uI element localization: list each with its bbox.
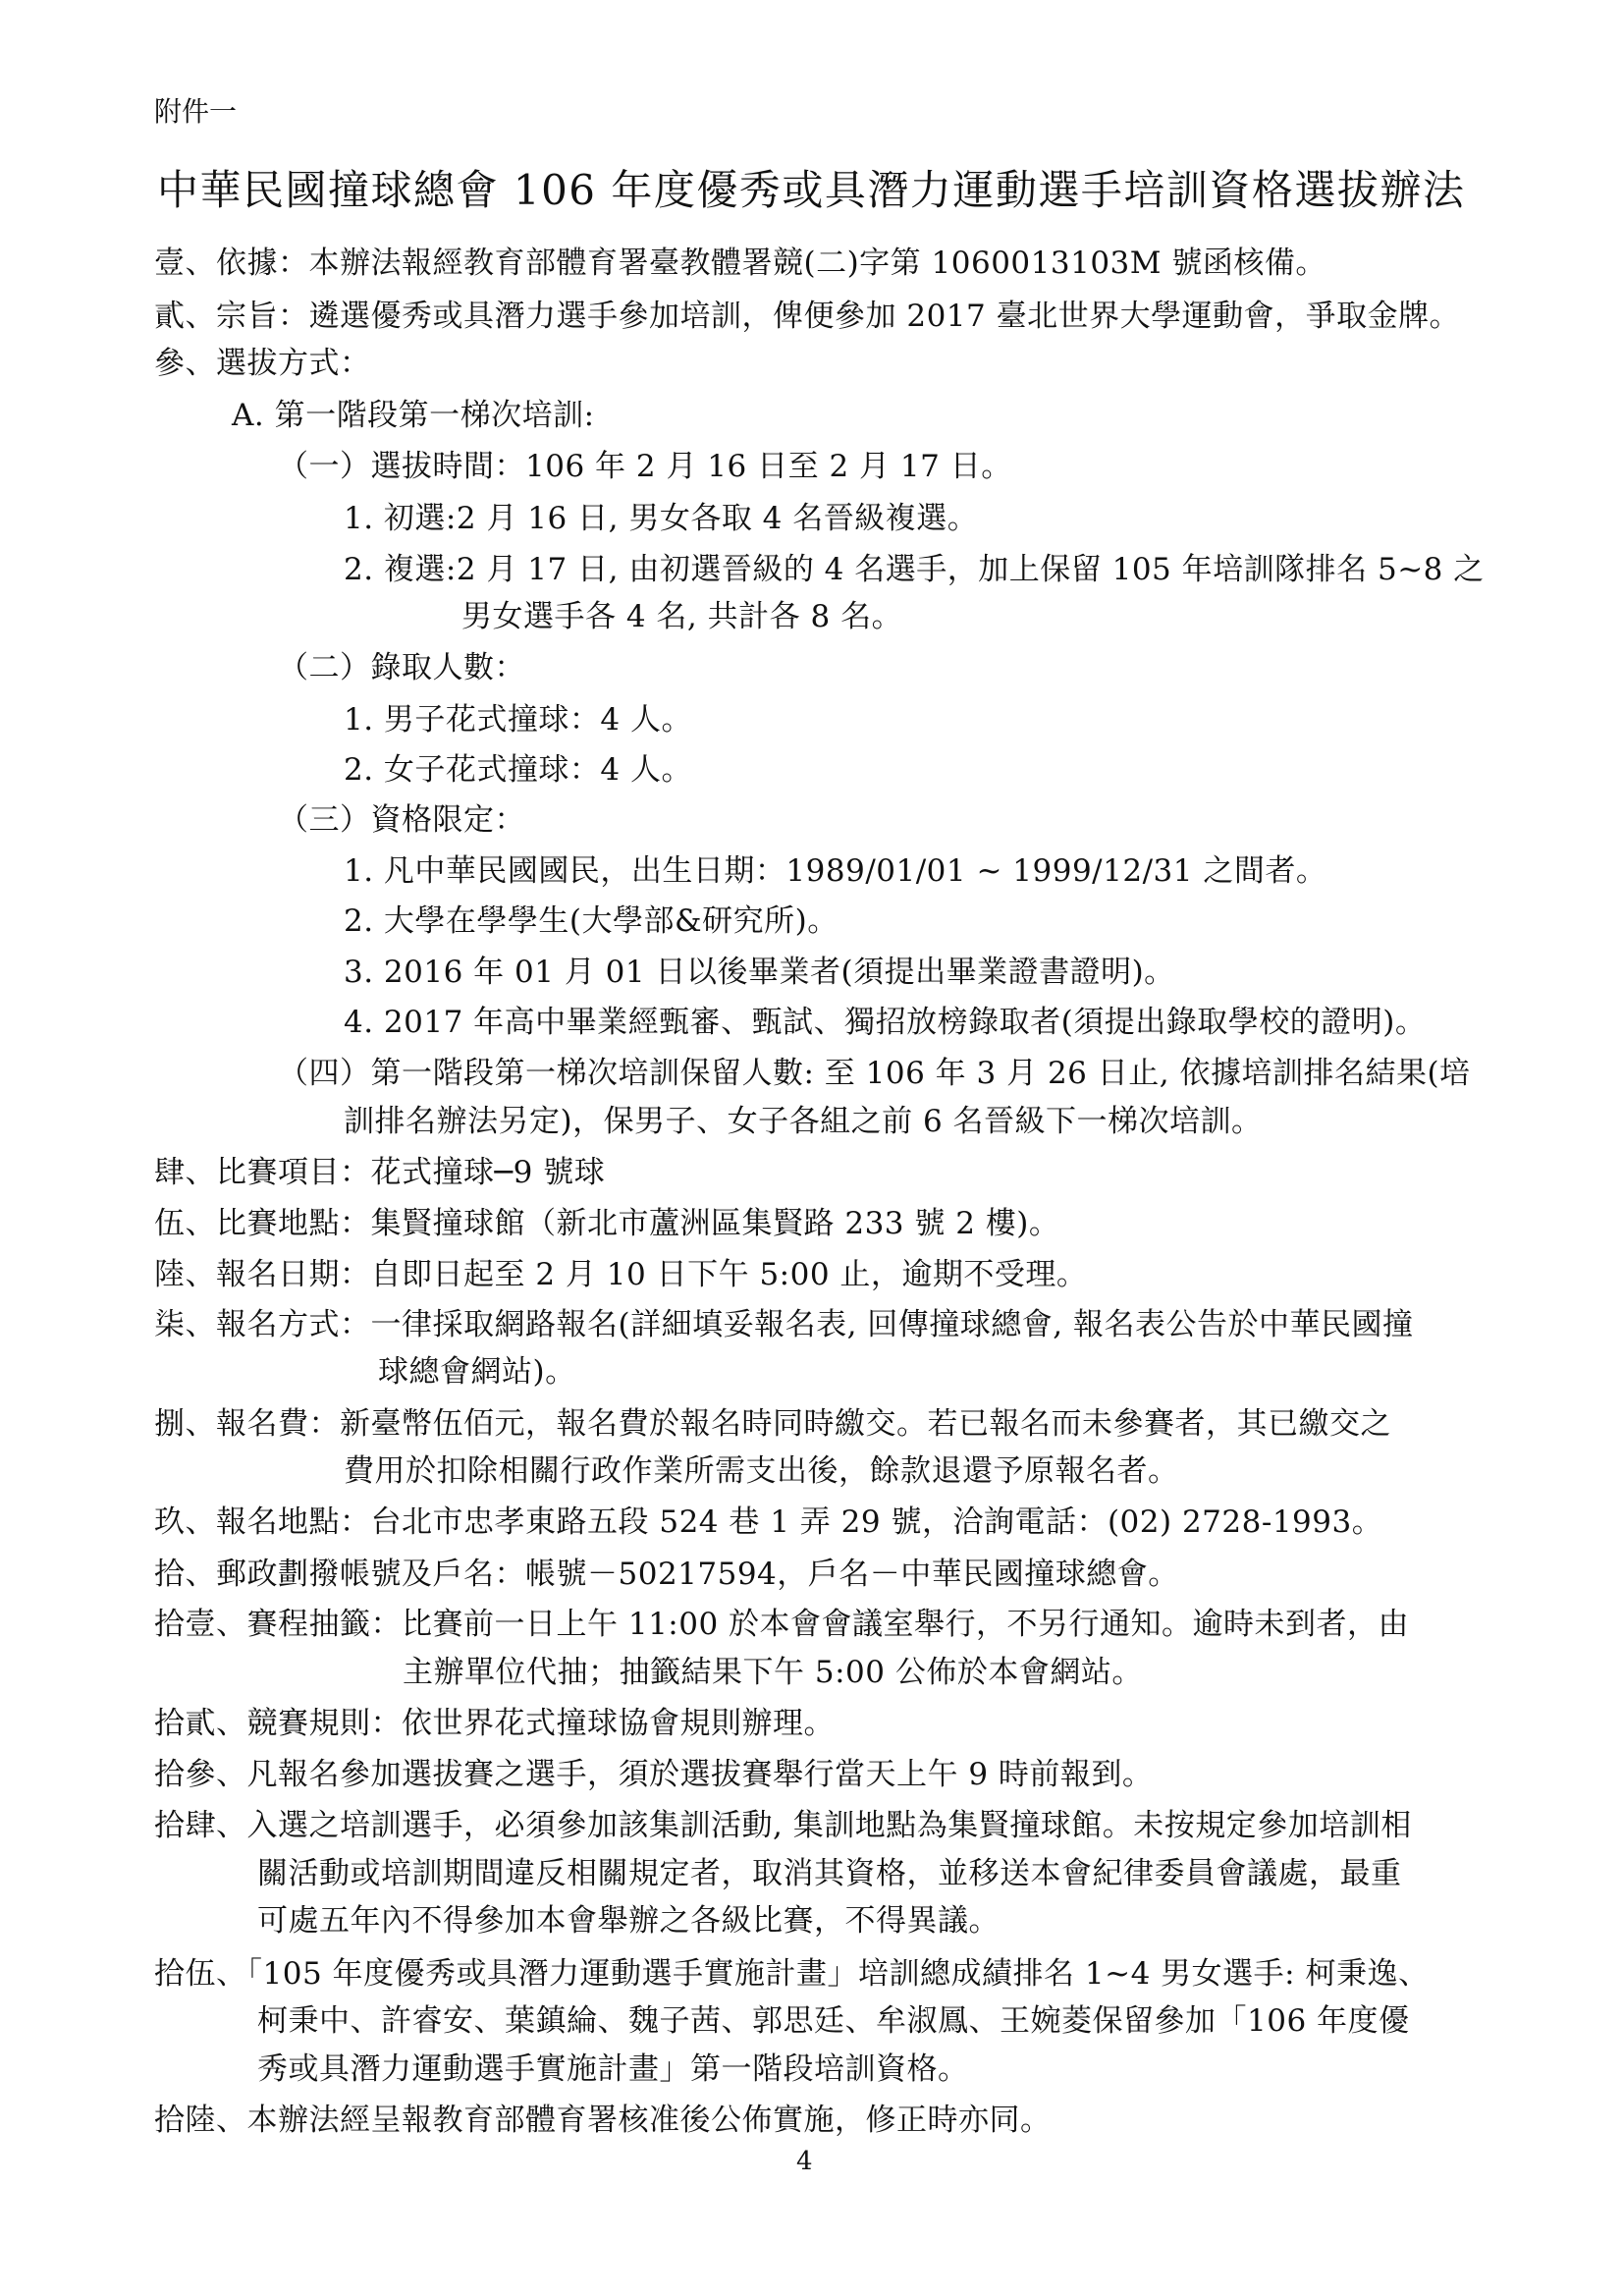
section-training-line3: 可處五年內不得參加本會舉辦之各級比賽，不得異議。 — [257, 1903, 1000, 1939]
section-purpose: 貳、宗旨：遴選優秀或具潛力選手參加培訓，俾便參加 2017 臺北世界大學運動會，爭取金牌。 — [154, 299, 1461, 334]
section-implementation: 拾陸、本辦法經呈報教育部體育署核准後公佈實施，修正時亦同。 — [154, 2103, 1052, 2138]
preliminary-round: 1. 初選:2 月 16 日, 男女各取 4 名晉級複選。 — [344, 501, 979, 536]
section-retained-players-line2: 柯秉中、許睿安、葉鎮綸、魏子茜、郭思廷、牟淑鳳、王婉菱保留參加「106 年度優 — [257, 2003, 1410, 2039]
section-retained-players-line3: 秀或具潛力運動選手實施計畫」第一階段培訓資格。 — [257, 2051, 969, 2087]
section-draw-line2: 主辦單位代抽；抽籤結果下午 5:00 公佈於本會網站。 — [403, 1655, 1143, 1690]
section-registration-fee-line1: 捌、報名費：新臺幣伍佰元，報名費於報名時同時繳交。若已報名而未參賽者，其已繳交之 — [154, 1406, 1391, 1442]
eligibility-1: 1. 凡中華民國國民，出生日期：1989/01/01 ~ 1999/12/31 之間者。 — [344, 853, 1327, 889]
attachment-label: 附件一 — [154, 95, 238, 128]
retained-count-line2: 訓排名辦法另定)，保男子、女子各組之前 6 名晉級下一梯次培訓。 — [344, 1104, 1263, 1139]
section-retained-players-line1: 拾伍、「105 年度優秀或具潛力運動選手實施計畫」培訓總成績排名 1~4 男女選手: 柯秉逸、 — [154, 1956, 1430, 1992]
section-registration-method-line1: 柒、報名方式：一律採取網路報名(詳細填妥報名表, 回傳撞球總會, 報名表公告於中華民國撞 — [154, 1307, 1414, 1342]
section-draw-line1: 拾壹、賽程抽籤：比賽前一日上午 11:00 於本會會議室舉行，不另行通知。逾時未到者，由 — [154, 1607, 1410, 1642]
section-registration-fee-line2: 費用於扣除相關行政作業所需支出後，餘款退還予原報名者。 — [344, 1453, 1179, 1489]
section-selection-method: 參、選拔方式： — [154, 346, 371, 381]
section-registration-place: 玖、報名地點：台北市忠孝東路五段 524 巷 1 弄 29 號，洽詢電話：(02) 2728-1993。 — [154, 1504, 1383, 1540]
eligibility-2: 2. 大學在學學生(大學部&研究所)。 — [344, 903, 839, 939]
section-rules: 拾貳、競賽規則：依世界花式撞球協會規則辦理。 — [154, 1706, 835, 1741]
women-count: 2. 女子花式撞球：4 人。 — [344, 752, 693, 788]
section-training-line1: 拾肆、入選之培訓選手，必須參加該集訓活動, 集訓地點為集賢撞球館。未按規定參加培訓相 — [154, 1808, 1412, 1843]
stage-one-heading: A. 第一階段第一梯次培訓: — [232, 398, 595, 433]
section-training-line2: 關活動或培訓期間違反相關規定者，取消其資格，並移送本會紀律委員會議處，最重 — [257, 1856, 1402, 1891]
eligibility-heading: （三）資格限定： — [278, 802, 525, 838]
retained-count-line1: （四）第一階段第一梯次培訓保留人數: 至 106 年 3 月 26 日止, 依據培訓排名結果(培 — [278, 1056, 1471, 1091]
men-count: 1. 男子花式撞球：4 人。 — [344, 702, 693, 738]
second-round-line1: 2. 複選:2 月 17 日, 由初選晉級的 4 名選手，加上保留 105 年培訓隊排名 5~8 之 — [344, 552, 1485, 587]
page-number: 4 — [796, 2147, 813, 2176]
section-check-in: 拾參、凡報名參加選拔賽之選手，須於選拔賽舉行當天上午 9 時前報到。 — [154, 1757, 1154, 1792]
second-round-line2: 男女選手各 4 名, 共計各 8 名。 — [461, 599, 903, 634]
section-registration-method-line2: 球總會網站)。 — [378, 1354, 576, 1390]
section-registration-date: 陸、報名日期：自即日起至 2 月 10 日下午 5:00 止，逾期不受理。 — [154, 1257, 1088, 1292]
section-event: 肆、比賽項目：花式撞球─9 號球 — [154, 1155, 606, 1190]
admission-count-heading: （二）錄取人數： — [278, 650, 525, 685]
section-postal-account: 拾、郵政劃撥帳號及戶名：帳號－50217594，戶名－中華民國撞球總會。 — [154, 1557, 1179, 1592]
section-basis: 壹、依據：本辦法報經教育部體育署臺教體署競(二)字第 1060013103M 號函核備。 — [154, 246, 1326, 281]
selection-time: （一）選拔時間：106 年 2 月 16 日至 2 月 17 日。 — [278, 449, 1012, 484]
eligibility-3: 3. 2016 年 01 月 01 日以後畢業者(須提出畢業證書證明)。 — [344, 955, 1175, 990]
section-venue: 伍、比賽地點：集賢撞球館（新北市蘆洲區集賢路 233 號 2 樓)。 — [154, 1206, 1060, 1241]
document-title: 中華民國撞球總會 106 年度優秀或具潛力運動選手培訓資格選拔辦法 — [157, 166, 1466, 214]
eligibility-4: 4. 2017 年高中畢業經甄審、甄試、獨招放榜錄取者(須提出錄取學校的證明)。 — [344, 1005, 1427, 1040]
